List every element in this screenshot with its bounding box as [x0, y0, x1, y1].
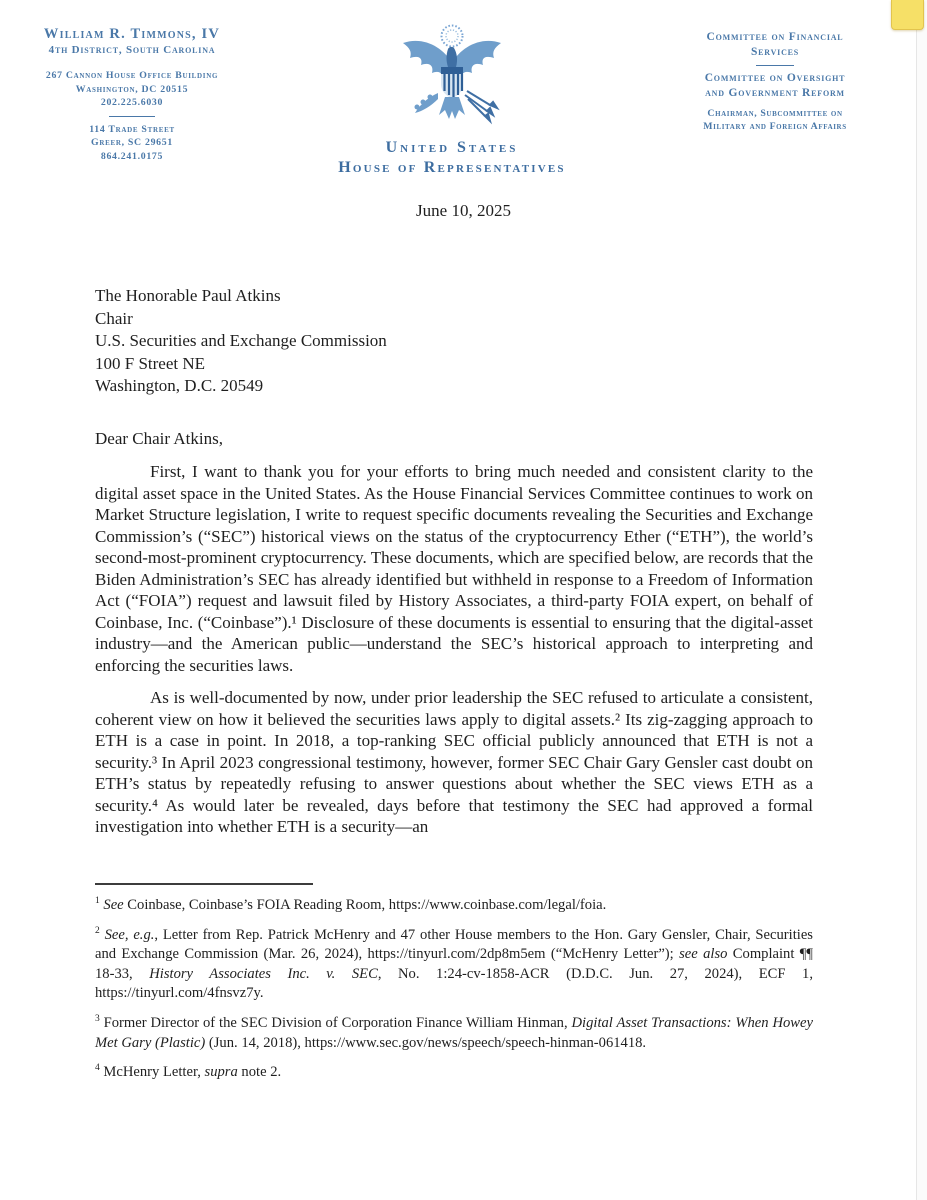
dc-office-line: Washington, DC 20515 [75, 83, 189, 95]
org-name-line2: House of Representatives [338, 159, 566, 176]
chairman-title-line1: Chairman, Subcommittee on [707, 108, 843, 119]
letterhead-center [297, 22, 607, 177]
recipient-line: U.S. Securities and Exchange Commission [95, 331, 387, 350]
letter-body [95, 461, 813, 849]
page-edge-shadow [917, 0, 927, 1200]
footnote-marker: 3 [95, 1014, 100, 1025]
org-name-line1: United States [385, 139, 519, 156]
body-paragraph: As is well-documented by now, under prior leadership the SEC refused to articulate a consistent, coherent view on how it believed the securities laws apply to digital assets.² Its zig-zagging approach to ETH is a case in point. In 2018, a top-ranking SEC official publicly announced that ETH is not a security.³ In April 2023 congressional testimony, however, former SEC Chair Gary Gensler cast doubt on ETH’s status by repeatedly refusing to answer questions about whether the SEC views ETH as a security.⁴ As would later be revealed, days before that testimony the SEC had approved a formal investigation into whether ETH is a security—an [95, 688, 813, 836]
recipient-line: 100 F Street NE [95, 353, 206, 373]
district-office-line: 114 Trade Street [89, 123, 175, 135]
letterhead-divider [756, 65, 794, 66]
chairman-title-line2: Military and Foreign Affairs [703, 121, 847, 132]
committee-financial-line2: Services [750, 46, 800, 58]
member-district: 4th District, South Carolina [48, 44, 216, 56]
dc-office-line: 202.225.6030 [100, 97, 164, 108]
committee-oversight-line2: and Government Reform [705, 87, 845, 99]
letterhead-left [18, 26, 246, 163]
letterhead-divider [109, 116, 155, 117]
house-seal-icon [393, 22, 511, 130]
footnote-marker: 1 [95, 896, 100, 907]
footnote-separator [95, 883, 313, 885]
recipient-address [95, 285, 387, 398]
committee-financial-line1: Committee on Financial [706, 31, 844, 43]
footnote-2: $^2$ See, e.g., Letter from Rep. Patrick McHenry and 47 other House members to the Hon. Gary Gensler, Chair, Securities and Exchange Commission (Mar. 26, 2024), https://tinyurl.com/2dp8m5em (“McHenry Letter”); see also Complaint ¶¶ 18-33, History Associates Inc. v. SEC, No. 1:24-cv-1858-ACR (D.D.C. Jun. 27, 2024), ECF 1, https://tinyurl.com/4fnsvz7y. [95, 925, 813, 1002]
salutation: Dear Chair Atkins, [95, 429, 223, 448]
dc-office-line: 267 Cannon House Office Building [45, 70, 219, 81]
footnotes-section [95, 883, 813, 1093]
footnote-marker: 2 [95, 925, 100, 936]
committee-oversight-line1: Committee on Oversight [704, 72, 846, 84]
member-name: William R. Timmons, IV [43, 26, 221, 42]
recipient-line: Chair [95, 308, 133, 328]
recipient-line: Washington, D.C. 20549 [95, 376, 264, 395]
footnote-4: $^4$ McHenry Letter, supra note 2. [95, 1063, 282, 1081]
footnote-1: $^1$ See Coinbase, Coinbase’s FOIA Reading Room, https://www.coinbase.com/legal/foia. [95, 896, 607, 913]
footnote-marker: 4 [95, 1063, 100, 1074]
body-paragraph: First, I want to thank you for your efforts to bring much needed and consistent clarity to the digital asset space in the United States. As the House Financial Services Committee continues to work on Market Structure legislation, I write to request specific documents revealing the Securities and Exchange Commission’s (“SEC”) historical views on the status of the cryptocurrency Ether (“ETH”), the world’s second-most-prominent cryptocurrency. These documents, which are specified below, are records that the Biden Administration’s SEC has already identified but withheld in response to a Freedom of Information Act (“FOIA”) request and lawsuit filed by History Associates, a third-party FOIA expert, on behalf of Coinbase, Inc. (“Coinbase”).¹ Disclosure of these documents is essential to ensuring that the digital-asset industry—and the American public—understand the SEC’s historical approach to interpreting and enforcing the securities laws. [95, 462, 813, 675]
district-office-line: Greer, SC 29651 [91, 137, 173, 148]
footnote-3: $^3$ Former Director of the SEC Division of Corporation Finance William Hinman, Digital Asset Transactions: When Howey Met Gary (Plastic) (Jun. 14, 2018), https://www.sec.gov/news/speech/speech-hinman-061418. [95, 1014, 813, 1051]
letter-date: June 10, 2025 [416, 201, 511, 220]
letterhead-right [653, 30, 897, 133]
page-edge-line [916, 0, 917, 1200]
district-office-line: 864.241.0175 [100, 150, 164, 162]
recipient-line: The Honorable Paul Atkins [95, 286, 281, 305]
sticky-tab [891, 0, 924, 30]
